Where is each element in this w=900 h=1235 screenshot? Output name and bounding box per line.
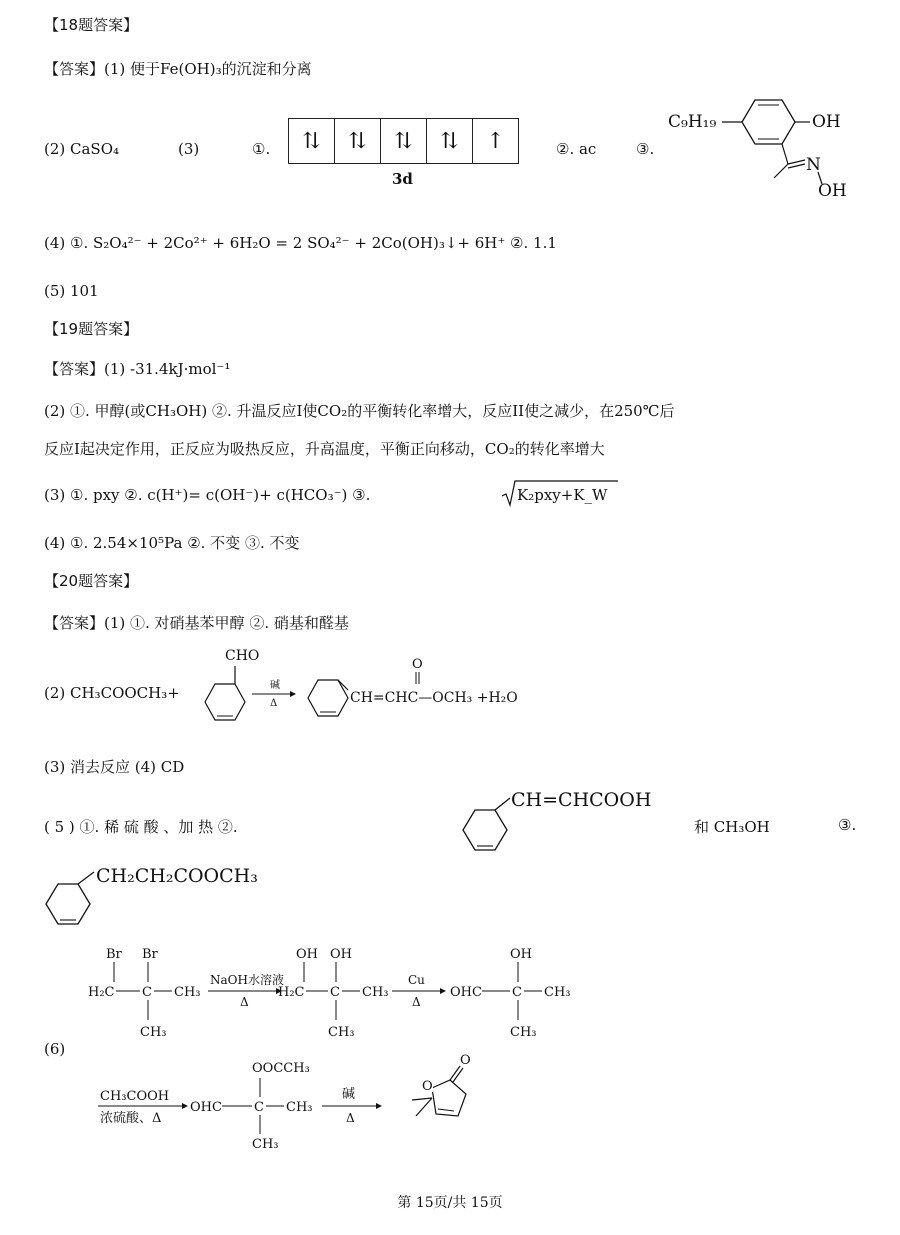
cond-heat: Δ [270,698,278,709]
oh-label: OH [330,947,352,962]
carbonyl-o-label: O [412,657,423,672]
q20-answer-5-lead: ( 5 ) ①. 稀 硫 酸 、加 热 ②. [44,818,238,836]
q20-answer-6-label: (6) [44,1040,66,1058]
br-label: Br [106,947,122,962]
reaction-2-scheme [190,644,560,740]
br-label: Br [142,947,158,962]
q19-answer-4: (4) ①. 2.54×10⁵Pa ②. 不变 ③. 不变 [44,534,300,552]
ch3-label: CH₃ [544,985,571,1000]
cinnamic-acid-structure [455,780,705,860]
heat-condition: Δ [240,995,249,1009]
q19-answer-3: (3) ①. pxy ②. c(H⁺)= c(OH⁻)+ c(HCO₃⁻) ③. [44,486,371,504]
q18-circled-1: ①. [252,140,271,158]
carbon-label: C [254,1100,264,1115]
orbital-label: 3d [392,170,413,188]
oxime-oh-label: OH [818,181,847,201]
q18-circled-3: ③. [636,140,655,158]
q18-answer-2: (2) CaSO₄ [44,140,120,158]
q18-answer-5: (5) 101 [44,282,99,300]
q20-header: 【20题答案】 [44,572,139,590]
q18-answer-3-lead: (3) [178,140,200,158]
product-chain: CH=CHC—OCH₃ +H₂O [350,690,518,706]
orbital-box: ⇅ [380,118,427,164]
q20-and-methanol: 和 CH₃OH [694,818,770,836]
synthesis-route [40,940,660,1150]
cond-base: 碱 [270,680,280,691]
page-footer: 第 15页/共 15页 [397,1195,503,1211]
ch3-label: CH₃ [362,985,389,1000]
ester-structure [38,862,298,932]
base-condition: 碱 [342,1087,356,1102]
q19-answer-1: 【答案】(1) -31.4kJ·mol⁻¹ [44,360,231,378]
ohc-label: OHC [190,1100,222,1115]
h2c-label: H₂C [88,985,115,1000]
heat-condition: Δ [346,1111,355,1125]
orbital-box: ⇅ [288,118,335,164]
cinnamic-chain: CH=CHCOOH [511,789,652,811]
acetate-label: OOCCH₃ [252,1061,310,1076]
oh-label: OH [296,947,318,962]
nitrogen-label: N [806,155,821,175]
oh-label: OH [510,947,532,962]
heat-condition: Δ [412,995,421,1009]
ch3-label: CH₃ [510,1025,537,1040]
acetic-acid-condition: CH₃COOH [100,1089,170,1104]
cu-condition: Cu [408,973,425,987]
orbital-box: ⇅ [426,118,473,164]
orbital-diagram [289,118,519,164]
carbon-label: C [142,985,152,1000]
naoh-condition: NaOH水溶液 [210,973,284,987]
h2c-label: H₂C [278,985,305,1000]
orbital-box: ⇅ [334,118,381,164]
carbon-label: C [330,985,340,1000]
ch3-label: CH₃ [140,1025,167,1040]
c9h19-label: C₉H₁₉ [668,112,717,132]
ch3-label: CH₃ [174,985,201,1000]
q20-answer-2-lead: (2) CH₃COOCH₃+ [44,684,180,702]
phenol-oh-label: OH [812,112,841,132]
q19-answer-2-line1: (2) ①. 甲醇(或CH₃OH) ②. 升温反应I使CO₂的平衡转化率增大，反应II使之减少，在250℃后 [44,402,675,420]
sulfuric-acid-condition: 浓硫酸、Δ [100,1111,162,1126]
orbital-box: ↑ [472,118,519,164]
ohc-label: OHC [450,985,482,1000]
ch3-label: CH₃ [328,1025,355,1040]
q18-circled-2: ②. ac [556,140,597,158]
q20-answer-3-4: (3) 消去反应 (4) CD [44,758,185,776]
ch3-label: CH₃ [286,1100,313,1115]
oxime-structure [660,90,860,202]
q20-circled-3: ③. [838,816,857,834]
sqrt-expression [500,478,620,508]
sqrt-radicand: K₂pxy+K_W [517,486,608,504]
q18-answer-1: 【答案】(1) 便于Fe(OH)₃的沉淀和分离 [44,60,312,78]
q19-header: 【19题答案】 [44,320,139,338]
ch3-label: CH₃ [252,1137,279,1150]
q18-answer-4: (4) ①. S₂O₄²⁻ + 2Co²⁺ + 6H₂O = 2 SO₄²⁻ + 2Co(OH)₃↓+ 6H⁺ ②. 1.1 [44,234,557,252]
carbonyl-o-label: O [460,1053,471,1068]
q20-answer-1: 【答案】(1) ①. 对硝基苯甲醇 ②. 硝基和醛基 [44,614,349,632]
q18-header: 【18题答案】 [44,16,139,34]
cho-label: CHO [225,648,260,664]
ester-chain: CH₂CH₂COOCH₃ [96,865,258,887]
ring-oxygen-label: O [422,1079,433,1094]
carbon-label: C [512,985,522,1000]
q19-answer-2-line2: 反应I起决定作用，正反应为吸热反应，升高温度，平衡正向移动，CO₂的转化率增大 [44,440,605,458]
